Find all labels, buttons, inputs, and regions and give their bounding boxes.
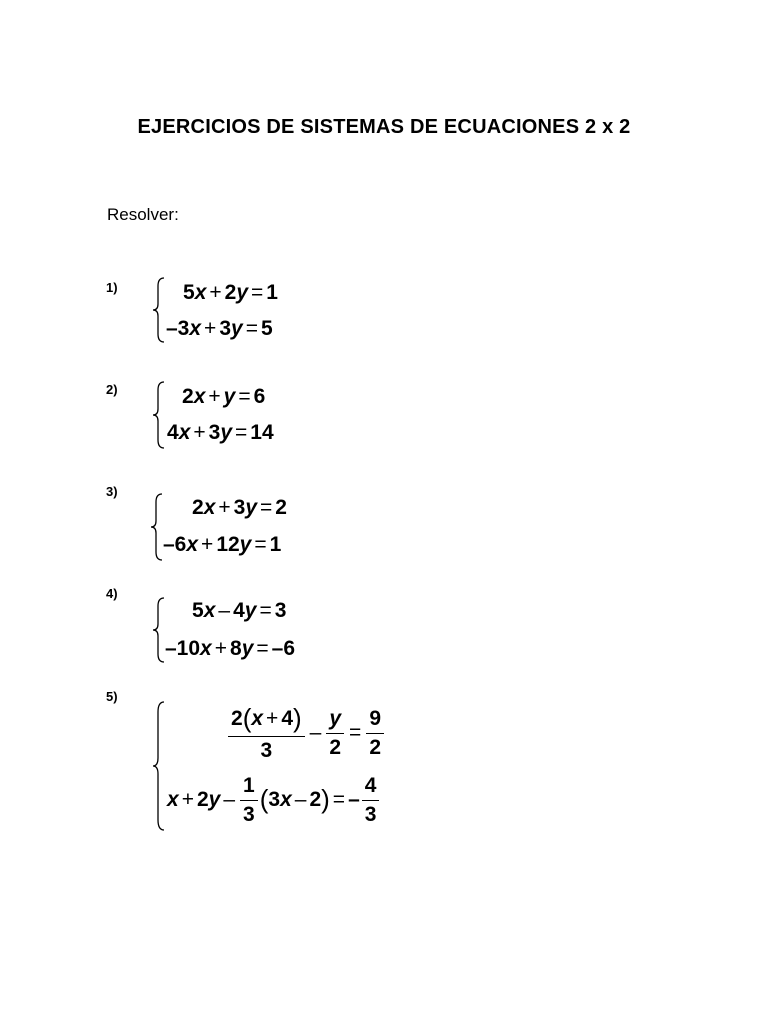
problem-1-label: 1): [106, 280, 118, 295]
problem-5-equation-1: $\frac{2(x + 4)}{3}$ – $\frac{y}{2}$ = $\frac{9}{2}$: [226, 703, 386, 763]
problem-4-brace: [150, 596, 166, 664]
problem-5-equation-2: x + 2y – $\frac{1}{3}$ (3x – 2) = – $\frac{4}{3}$: [167, 774, 381, 827]
problem-2-equation-1: 2x + y = 6: [182, 385, 266, 408]
problem-5-label: 5): [106, 689, 118, 704]
problem-3-equation-2: –6x + 12y = 1: [163, 533, 282, 556]
problem-1-brace: [150, 276, 166, 344]
problem-5-brace: [150, 700, 166, 832]
problem-2-brace: [150, 380, 166, 450]
fraction: $\frac{y}{2}$: [326, 707, 344, 760]
problem-4-label: 4): [106, 586, 118, 601]
fraction: $\frac{2(x + 4)}{3}$: [228, 703, 305, 763]
problem-4-equation-2: –10x + 8y = –6: [165, 637, 295, 660]
page-title: EJERCICIOS DE SISTEMAS DE ECUACIONES 2 x 2: [137, 116, 631, 138]
problem-2-label: 2): [106, 382, 118, 397]
problem-1-equation-2: –3x + 3y = 5: [166, 317, 273, 340]
fraction: $\frac{4}{3}$: [362, 774, 380, 827]
problem-3-label: 3): [106, 484, 118, 499]
problem-4-equation-1: 5x – 4y = 3: [192, 599, 287, 622]
problem-1-equation-1: 5x + 2y = 1: [183, 281, 278, 304]
instruction-text: Resolver:: [107, 205, 179, 224]
fraction: $\frac{1}{3}$: [240, 774, 258, 827]
problem-3-equation-1: 2x + 3y = 2: [192, 496, 287, 519]
problem-2-equation-2: 4x + 3y = 14: [167, 421, 274, 444]
fraction: $\frac{9}{2}$: [366, 707, 384, 760]
problem-3-brace: [148, 492, 164, 562]
